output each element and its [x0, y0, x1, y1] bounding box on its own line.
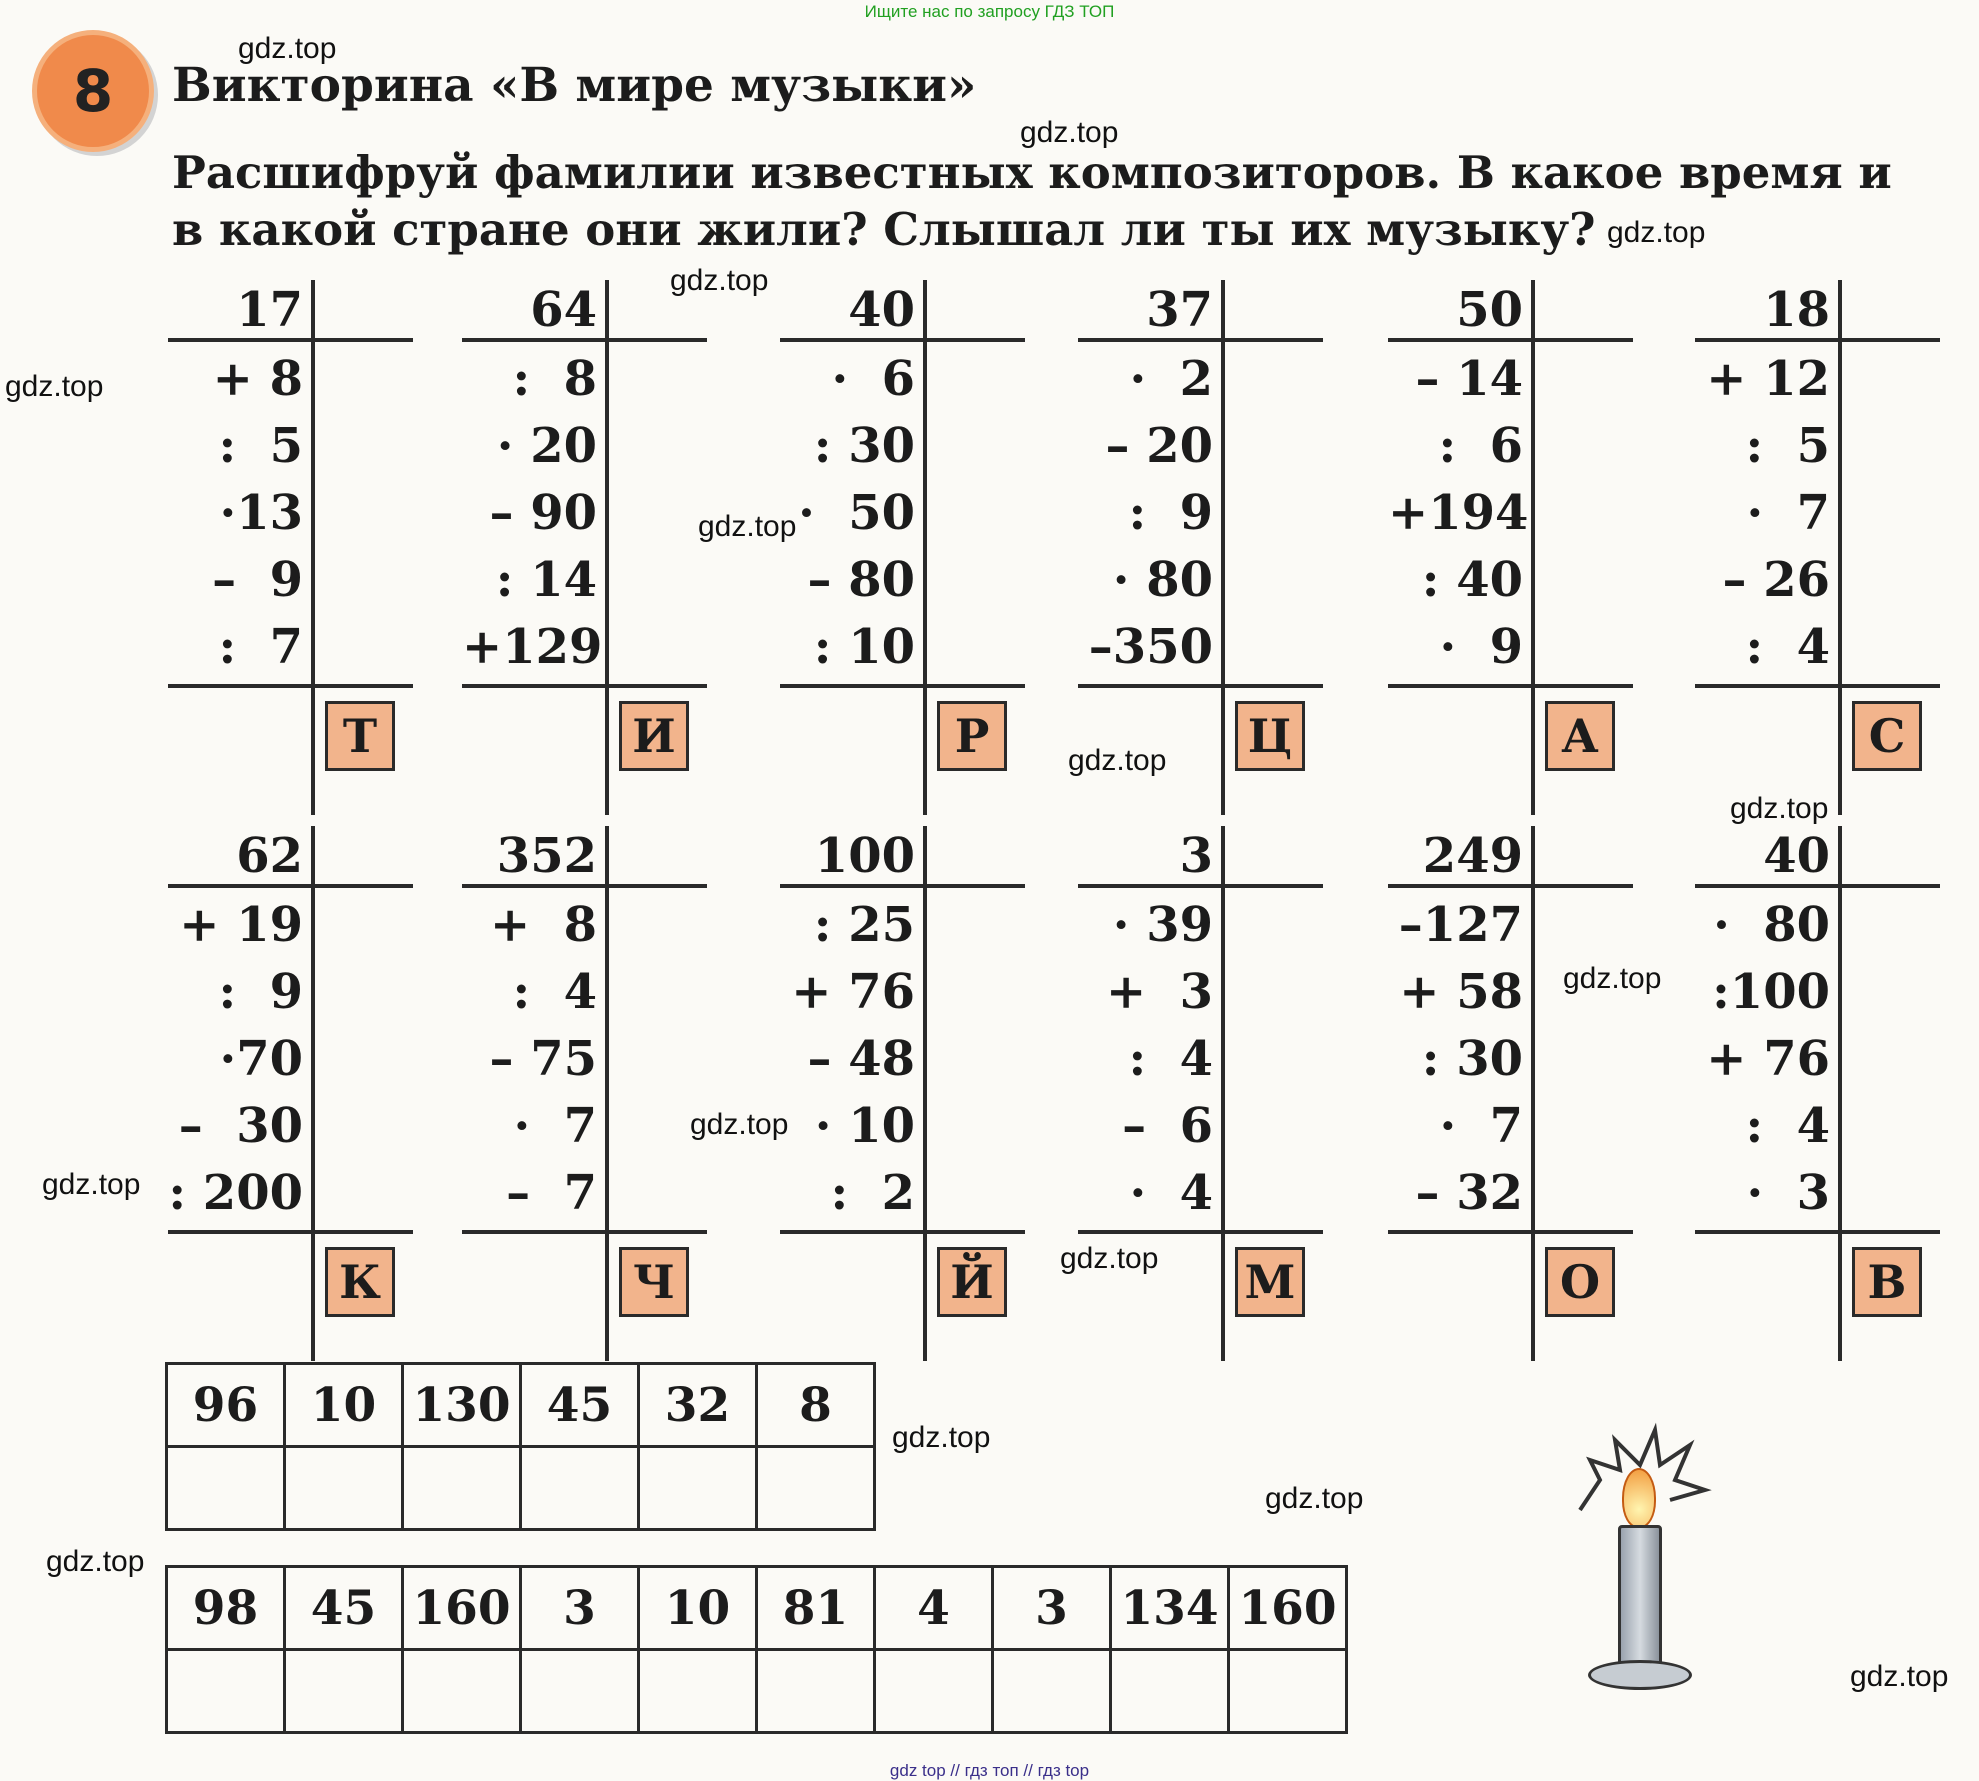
chain-divider-top	[1078, 884, 1323, 888]
chain-operation: : 6	[1438, 418, 1523, 474]
chain-divider-top	[1388, 338, 1633, 342]
empty-letter-cell[interactable]	[167, 1447, 285, 1530]
table-cell: 4	[875, 1567, 993, 1650]
chain-divider-vertical	[1838, 826, 1842, 1361]
chain-operation: – 7	[506, 1165, 597, 1221]
chain-divider-top	[780, 338, 1025, 342]
empty-letter-cell[interactable]	[757, 1650, 875, 1733]
chain-operation: : 5	[1745, 418, 1830, 474]
chain-letter-box: Р	[937, 701, 1007, 771]
chain-operation: · 9	[1439, 619, 1523, 675]
chain-letter-box: Й	[937, 1247, 1007, 1317]
chain-operation: : 14	[495, 552, 597, 608]
watermark: gdz.top	[892, 1421, 991, 1454]
chain-letter-box: Т	[325, 701, 395, 771]
chain-letter-box: В	[1852, 1247, 1922, 1317]
chain-operation: + 19	[179, 897, 303, 953]
table-cell: 10	[639, 1567, 757, 1650]
watermark: gdz.top	[1563, 962, 1662, 995]
chain-operation: + 8	[489, 897, 597, 953]
empty-letter-cell[interactable]	[639, 1650, 757, 1733]
chain-operation: : 4	[1745, 1098, 1830, 1154]
chain-operation: – 75	[489, 1031, 597, 1087]
chain-divider-vertical	[311, 826, 315, 1361]
empty-letter-cell[interactable]	[639, 1447, 757, 1530]
chain-divider-bottom	[462, 1230, 707, 1234]
calc-chain	[1388, 280, 1633, 815]
chain-start-number: 17	[236, 282, 303, 338]
chain-letter-box: А	[1545, 701, 1615, 771]
chain-divider-vertical	[923, 280, 927, 815]
table-cell: 3	[993, 1567, 1111, 1650]
chain-operation: :100	[1712, 964, 1830, 1020]
table-cell: 32	[639, 1364, 757, 1447]
chain-operation: : 30	[1421, 1031, 1523, 1087]
footer-note: gdz top // гдз топ // гдз top	[889, 1761, 1090, 1780]
chain-operation: · 7	[1746, 485, 1830, 541]
table-cell: 96	[167, 1364, 285, 1447]
chain-operation: · 39	[1112, 897, 1213, 953]
chain-operation: · 7	[513, 1098, 597, 1154]
chain-letter-box: М	[1235, 1247, 1305, 1317]
chain-divider-bottom	[168, 1230, 413, 1234]
chain-operation: : 4	[1745, 619, 1830, 675]
chain-start-number: 37	[1146, 282, 1213, 338]
chain-start-number: 64	[530, 282, 597, 338]
table-cell: 81	[757, 1567, 875, 1650]
chain-letter-box: С	[1852, 701, 1922, 771]
empty-letter-cell[interactable]	[993, 1650, 1111, 1733]
chain-operation: ·13	[219, 485, 303, 541]
chain-operation: : 5	[218, 418, 303, 474]
chain-operation: · 7	[1439, 1098, 1523, 1154]
chain-divider-bottom	[462, 684, 707, 688]
chain-operation: + 12	[1706, 351, 1830, 407]
chain-operation: : 30	[813, 418, 915, 474]
calc-chain	[780, 280, 1025, 815]
chain-divider-vertical	[923, 826, 927, 1361]
table-cell: 134	[1111, 1567, 1229, 1650]
calc-chain	[462, 826, 707, 1361]
chain-operation: – 20	[1105, 418, 1213, 474]
chain-divider-top	[780, 884, 1025, 888]
task-number-badge: 8	[32, 30, 154, 152]
chain-operation: – 14	[1415, 351, 1523, 407]
chain-operation: : 8	[512, 351, 597, 407]
chain-divider-vertical	[1838, 280, 1842, 815]
chain-operation: – 48	[807, 1031, 915, 1087]
empty-letter-cell[interactable]	[167, 1650, 285, 1733]
chain-operation: + 3	[1105, 964, 1213, 1020]
empty-letter-cell[interactable]	[1111, 1650, 1229, 1733]
watermark: gdz.top	[5, 370, 104, 403]
watermark: gdz.top	[42, 1168, 141, 1201]
watermark: gdz.top	[1850, 1660, 1949, 1693]
empty-letter-cell[interactable]	[285, 1447, 403, 1530]
watermark: gdz.top	[1060, 1242, 1159, 1275]
watermark: gdz.top	[1265, 1482, 1364, 1515]
calc-chain	[1388, 826, 1633, 1361]
top-search-note: Ищите нас по запросу ГДЗ ТОП	[864, 2, 1115, 21]
calc-chain	[168, 826, 413, 1361]
chain-divider-bottom	[1078, 684, 1323, 688]
calc-chain	[780, 826, 1025, 1361]
watermark: gdz.top	[698, 510, 797, 543]
empty-letter-cell[interactable]	[403, 1447, 521, 1530]
calc-chain	[1078, 280, 1323, 815]
chain-divider-vertical	[605, 826, 609, 1361]
empty-letter-cell[interactable]	[403, 1650, 521, 1733]
watermark: gdz.top	[670, 264, 769, 297]
table-cell: 160	[1229, 1567, 1347, 1650]
chain-divider-top	[1388, 884, 1633, 888]
chain-letter-box: К	[325, 1247, 395, 1317]
chain-operation: +129	[462, 619, 603, 675]
chain-operation: – 6	[1122, 1098, 1213, 1154]
chain-start-number: 40	[848, 282, 915, 338]
table-cell: 45	[285, 1567, 403, 1650]
chain-divider-bottom	[1388, 1230, 1633, 1234]
watermark: gdz.top	[46, 1545, 145, 1578]
chain-operation: – 32	[1415, 1165, 1523, 1221]
watermark: gdz.top	[1068, 744, 1167, 777]
chain-divider-top	[1695, 884, 1940, 888]
chain-operation: · 4	[1129, 1165, 1213, 1221]
calc-chain	[1078, 826, 1323, 1361]
chain-divider-vertical	[311, 280, 315, 815]
watermark: gdz.top	[690, 1108, 789, 1141]
table-cell: 3	[521, 1567, 639, 1650]
chain-divider-bottom	[168, 684, 413, 688]
chain-letter-box: И	[619, 701, 689, 771]
chain-operation: – 90	[489, 485, 597, 541]
chain-operation: · 80	[1713, 897, 1830, 953]
chain-divider-vertical	[1221, 826, 1225, 1361]
chain-operation: · 6	[831, 351, 915, 407]
chain-operation: – 80	[807, 552, 915, 608]
chain-divider-vertical	[1531, 280, 1535, 815]
table-cell: 8	[757, 1364, 875, 1447]
calc-chain	[1695, 826, 1940, 1361]
chain-operation: : 200	[168, 1165, 303, 1221]
table-cell: 130	[403, 1364, 521, 1447]
chain-start-number: 40	[1763, 828, 1830, 884]
empty-letter-cell[interactable]	[521, 1650, 639, 1733]
chain-divider-vertical	[605, 280, 609, 815]
calc-chain	[1695, 280, 1940, 815]
chain-operation: : 2	[830, 1165, 915, 1221]
answer-table-2	[165, 1565, 1348, 1734]
chain-letter-box: Ч	[619, 1247, 689, 1317]
answer-table-1-numbers	[167, 1364, 875, 1447]
chain-operation: · 50	[798, 485, 915, 541]
chain-operation: : 7	[218, 619, 303, 675]
chain-start-number: 352	[496, 828, 597, 884]
chain-divider-bottom	[1695, 684, 1940, 688]
chain-operation: : 25	[813, 897, 915, 953]
chain-operation: + 8	[212, 351, 303, 407]
chain-operation: ·70	[219, 1031, 303, 1087]
empty-letter-cell[interactable]	[285, 1650, 403, 1733]
chain-divider-bottom	[1388, 684, 1633, 688]
chain-operation: –350	[1088, 619, 1213, 675]
candle-flame-icon	[1622, 1468, 1656, 1528]
table-cell: 45	[521, 1364, 639, 1447]
answer-table-2-letters	[167, 1650, 1347, 1733]
chain-operation: · 2	[1129, 351, 1213, 407]
chain-divider-bottom	[1078, 1230, 1323, 1234]
table-cell: 160	[403, 1567, 521, 1650]
chain-operation: : 40	[1421, 552, 1523, 608]
chain-start-number: 62	[236, 828, 303, 884]
chain-divider-top	[168, 884, 413, 888]
chain-start-number: 249	[1422, 828, 1523, 884]
chain-divider-top	[1078, 338, 1323, 342]
answer-table-2-numbers	[167, 1567, 1347, 1650]
chain-operation: : 4	[512, 964, 597, 1020]
calc-chain	[462, 280, 707, 815]
chain-operation: –127	[1398, 897, 1523, 953]
chain-divider-top	[462, 884, 707, 888]
chain-operation: – 26	[1722, 552, 1830, 608]
chain-letter-box: О	[1545, 1247, 1615, 1317]
task-text: Расшифруй фамилии известных композиторов. В какое время и в какой стране они жили? Слышал ли ты их музыку?	[172, 146, 1892, 256]
answer-table-1	[165, 1362, 876, 1531]
chain-letter-box: Ц	[1235, 701, 1305, 771]
empty-letter-cell[interactable]	[757, 1447, 875, 1530]
chain-start-number: 50	[1456, 282, 1523, 338]
chain-start-number: 18	[1763, 282, 1830, 338]
chain-operation: – 9	[212, 552, 303, 608]
chain-divider-vertical	[1531, 826, 1535, 1361]
empty-letter-cell[interactable]	[1229, 1650, 1347, 1733]
chain-operation: · 80	[1112, 552, 1213, 608]
empty-letter-cell[interactable]	[875, 1650, 993, 1733]
candle-holder-icon	[1588, 1660, 1692, 1690]
chain-operation: + 76	[791, 964, 915, 1020]
chain-operation: : 9	[218, 964, 303, 1020]
chain-operation: · 3	[1746, 1165, 1830, 1221]
chain-divider-top	[462, 338, 707, 342]
chain-divider-top	[1695, 338, 1940, 342]
chain-operation: · 20	[496, 418, 597, 474]
watermark: gdz.top	[1730, 792, 1829, 825]
chain-operation: + 58	[1399, 964, 1523, 1020]
watermark: gdz.top	[238, 32, 337, 65]
empty-letter-cell[interactable]	[521, 1447, 639, 1530]
chain-operation: : 4	[1128, 1031, 1213, 1087]
watermark: gdz.top	[1607, 216, 1706, 249]
watermark: gdz.top	[1020, 116, 1119, 149]
chain-operation: : 10	[813, 619, 915, 675]
page-title: Викторина «В мире музыки»	[172, 58, 977, 113]
candle-icon	[1618, 1525, 1662, 1681]
chain-operation: +194	[1388, 485, 1529, 541]
chain-divider-bottom	[780, 1230, 1025, 1234]
chain-operation: · 10	[814, 1098, 915, 1154]
chain-divider-top	[168, 338, 413, 342]
chain-divider-bottom	[780, 684, 1025, 688]
calc-chain	[168, 280, 413, 815]
table-cell: 98	[167, 1567, 285, 1650]
chain-start-number: 3	[1179, 828, 1213, 884]
chain-operation: + 76	[1706, 1031, 1830, 1087]
chain-divider-vertical	[1221, 280, 1225, 815]
chain-operation: – 30	[178, 1098, 303, 1154]
chain-start-number: 100	[814, 828, 915, 884]
table-cell: 10	[285, 1364, 403, 1447]
chain-operation: : 9	[1128, 485, 1213, 541]
chain-divider-bottom	[1695, 1230, 1940, 1234]
answer-table-1-letters	[167, 1447, 875, 1530]
